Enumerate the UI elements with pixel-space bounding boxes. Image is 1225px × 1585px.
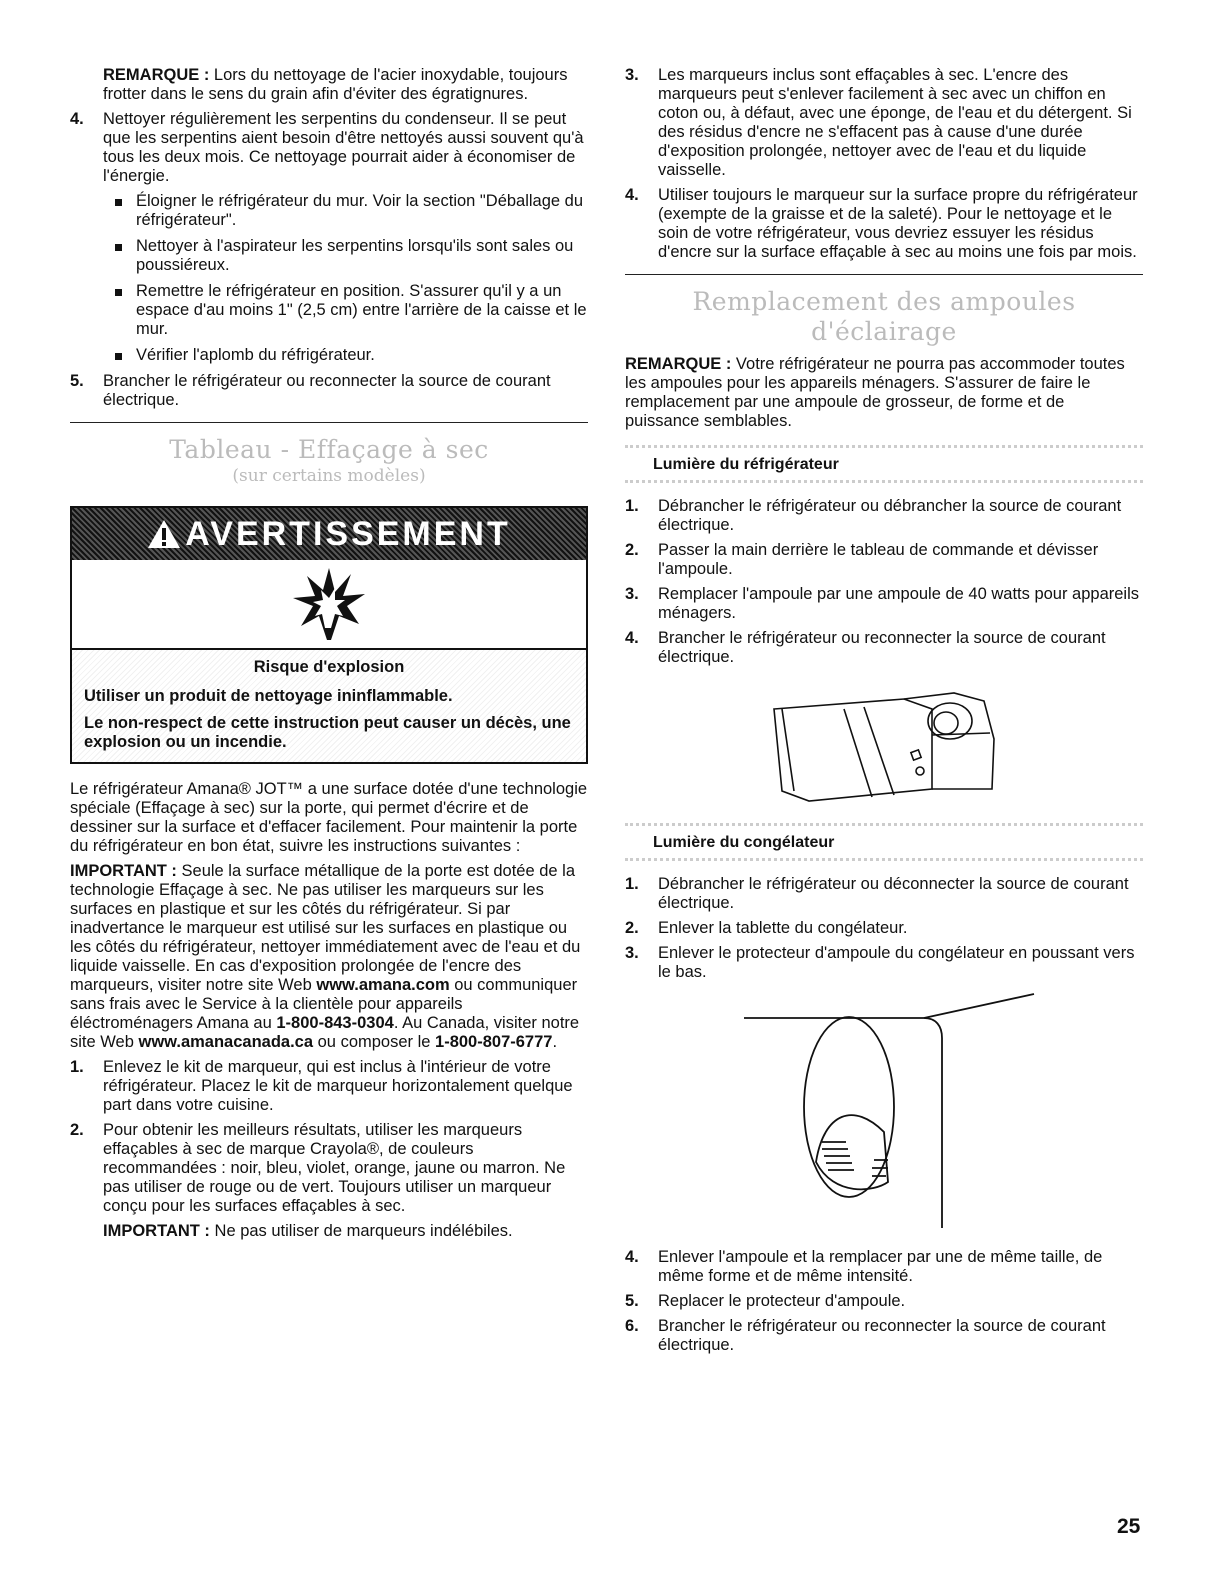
fridge-light-illustration (625, 679, 1143, 809)
list-item: 1. Débrancher le réfrigérateur ou débrancher la source de courant électrique. (625, 497, 1122, 534)
list-item: 6. Brancher le réfrigérateur ou reconnecter la source de courant électrique. (625, 1317, 1106, 1354)
right-column (625, 66, 1143, 1361)
marker-steps (70, 1058, 588, 1216)
website-link-amana[interactable]: www.amana.com (316, 976, 450, 994)
freezer-light-steps-a (625, 875, 1143, 982)
warning-risk: Risque d'explosion (253, 658, 405, 676)
list-item: 1. Débrancher le réfrigérateur ou déconnecter la source de courant électrique. (625, 875, 1129, 912)
list-item: 2. Enlever la tablette du congélateur. (625, 919, 908, 937)
warning-line1: Utiliser un produit de nettoyage ininflammable. (84, 687, 453, 705)
divider (625, 274, 1143, 275)
divider (70, 422, 588, 423)
phone-us: 1-800-843-0304 (276, 1014, 394, 1032)
section-subtitle: (sur certains modèles) (232, 466, 426, 486)
list-item: 3. Les marqueurs inclus sont effaçables à sec. L'encre des marqueurs peut s'enlever facilement à sec avec un chiffon en coton ou, à défaut, avec une éponge, de l'eau et du détergent. Si des résidus d'encre ne s'effacent pas à cause d'une durée d'exposition prolongée, nettoyer avec de l'eau et du liquide vaisselle. (625, 66, 1132, 179)
list-item: 4. Nettoyer régulièrement les serpentins du condenseur. Il se peut que les serpentins aient besoin d'être nettoyés aussi souvent qu'à tous les deux mois. Ce nettoyage pourrait aider à économiser de l'énergie. Éloigner le réfrigérateur du mur. Voir la section "Déballage du réfrigérateur". Nettoyer à l'aspirateur les serpentins lorsqu'ils sont sales ou poussiéreux. Remettre le réfrigérateur en position. S'assurer qu'il y a un espace d'au moins 1" (2,5 cm) entre l'arrière de la caisse et le mur. Vérifier l'aplomb du réfrigérateur. (70, 110, 587, 364)
list-item: 3. Enlever le protecteur d'ampoule du congélateur en poussant vers le bas. (625, 944, 1135, 981)
explosion-icon-area (72, 560, 586, 650)
important-paragraph: IMPORTANT : Seule la surface métallique de la porte est dotée de la technologie Effaçage à sec. Ne pas utiliser les marqueurs sur les surfaces en plastique et sur les côtés du réfrigérateur. Si par inadvertance le marqueur est utilisé sur les surfaces en plastique ou les côtés du réfrigérateur, nettoyer immédiatement avec de l'eau et du liquide vaisselle. En cas d'exposition prolongée de l'encre des marqueurs, visiter notre site Web www.amana.com ou communiquer sans frais avec le Service à la clientèle pour appareils éléctroménagers Amana au 1-800-843-0304. Au Canada, visiter notre site Web www.amanacanada.ca ou composer le 1-800-807-6777. (70, 862, 581, 1051)
list-item: 4. Enlever l'ampoule et la remplacer par une de même taille, de même forme et de même intensité. (625, 1248, 1103, 1285)
freezer-light-illustration (625, 992, 1143, 1232)
page-number: 25 (1117, 1515, 1141, 1538)
list-item: 5. Replacer le protecteur d'ampoule. (625, 1292, 906, 1310)
note-bulbs: REMARQUE : Votre réfrigérateur ne pourra pas accommoder toutes les ampoules pour les appareils ménagers. S'assurer de faire le remplacement par une ampoule de grosseur, de forme et de puissance semblables. (625, 355, 1125, 430)
list-item: 4. Utiliser toujours le marqueur sur la surface propre du réfrigérateur (exempte de la graisse et de la saleté). Pour le nettoyage et le soin de votre réfrigérateur, vous devriez essuyer les résidus d'encre sur la surface effaçable à sec au moins une fois par mois. (625, 186, 1138, 261)
fridge-light-steps (625, 497, 1143, 667)
subheading-fridge-light: Lumière du réfrigérateur (625, 445, 1143, 483)
list-item: 3. Remplacer l'ampoule par une ampoule de 40 watts pour appareils ménagers. (625, 585, 1140, 622)
bullet-list (103, 192, 588, 365)
left-column (70, 66, 588, 1247)
warning-header: AVERTISSEMENT (72, 508, 586, 560)
explosion-icon (289, 566, 369, 642)
list-item: 4. Brancher le réfrigérateur ou reconnecter la source de courant électrique. (625, 629, 1106, 666)
freezer-bulb-shield-illustration (724, 992, 1044, 1232)
freezer-light-steps-b (625, 1248, 1143, 1355)
list-item: 5. Brancher le réfrigérateur ou reconnecter la source de courant électrique. (70, 372, 551, 409)
bullet-item: Vérifier l'aplomb du réfrigérateur. (103, 346, 588, 365)
intro-paragraph: Le réfrigérateur Amana® JOT™ a une surface dotée d'une technologie spéciale (Effaçage à sec) sur la porte, qui permet d'écrire et de dessiner sur la surface et d'effacer facilement. Pour maintenir la porte du réfrigérateur en bon état, suivre les instructions suivantes : (70, 780, 588, 855)
bullet-item: Éloigner le réfrigérateur du mur. Voir la section "Déballage du réfrigérateur". (103, 192, 588, 230)
list-item: 2. Pour obtenir les meilleurs résultats, utiliser les marqueurs effaçables à sec de marque Crayola®, de couleurs recommandées : noir, bleu, violet, orange, jaune ou marron. Ne pas utiliser de rouge ou de vert. Toujours utiliser un marqueur conçu pour les surfaces effaçables à sec. (70, 1121, 566, 1215)
bullet-item: Remettre le réfrigérateur en position. S'assurer qu'il y a un espace d'au moins 1" (2,5 cm) entre l'arrière de la caisse et le mur. (103, 282, 588, 339)
bullet-item: Nettoyer à l'aspirateur les serpentins lorsqu'ils sont sales ou poussiéreux. (103, 237, 588, 275)
marker-steps-continued (625, 66, 1143, 262)
website-link-amanacanada[interactable]: www.amanacanada.ca (138, 1033, 314, 1051)
cleaning-steps (70, 110, 588, 410)
warning-line2: Le non-respect de cette instruction peut causer un décès, une explosion ou un incendie. (84, 714, 571, 751)
subheading-freezer-light: Lumière du congélateur (625, 823, 1143, 861)
warning-triangle-icon (147, 519, 181, 549)
section-title-bulbs: Remplacement des ampoules d'éclairage (692, 287, 1076, 346)
note-stainless: REMARQUE : Lors du nettoyage de l'acier inoxydable, toujours frotter dans le sens du grain afin d'éviter des égratignures. (103, 66, 568, 103)
control-panel-bulb-illustration (754, 679, 1014, 809)
important-indelible: IMPORTANT : Ne pas utiliser de marqueurs indélébiles. (103, 1222, 513, 1240)
list-item: 1. Enlevez le kit de marqueur, qui est inclus à l'intérieur de votre réfrigérateur. Placez le kit de marqueur horizontalement quelque part dans votre cuisine. (70, 1058, 573, 1114)
section-title-dry-erase: Tableau - Effaçage à sec (169, 435, 489, 464)
list-item: 2. Passer la main derrière le tableau de commande et dévisser l'ampoule. (625, 541, 1099, 578)
phone-canada: 1-800-807-6777 (435, 1033, 553, 1051)
warning-body (72, 650, 586, 762)
warning-box (70, 506, 588, 764)
